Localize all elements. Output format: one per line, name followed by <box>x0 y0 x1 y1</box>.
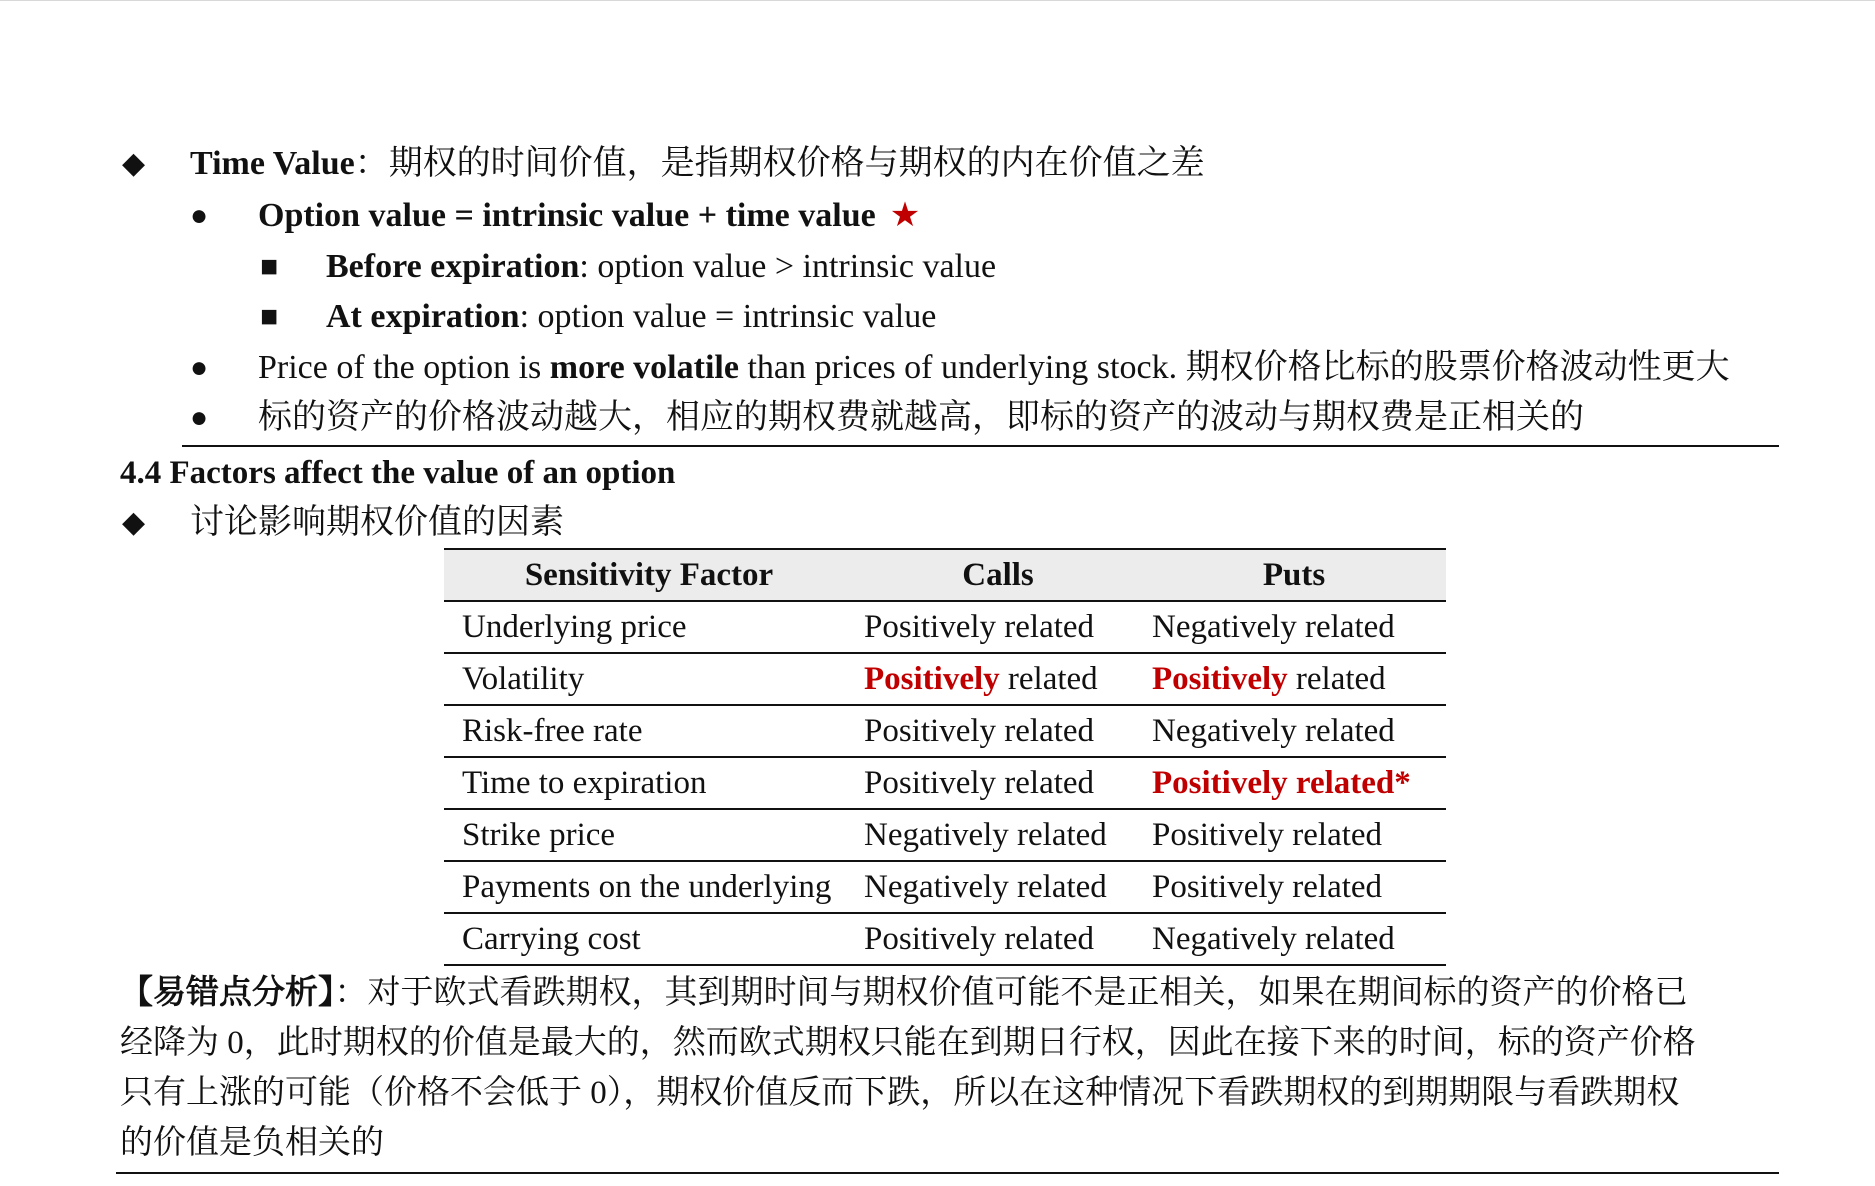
bottom-divider <box>116 1172 1779 1174</box>
at-expiration-term: At expiration <box>326 298 520 335</box>
factor-cell: Risk-free rate <box>444 705 854 757</box>
option-value-formula: Option value = intrinsic value + time value <box>258 197 876 234</box>
at-expiration-text: : option value = intrinsic value <box>519 298 937 335</box>
time-value-term: Time Value <box>190 145 355 182</box>
underlying-volatility-note: 标的资产的价格波动越大，相应的期权费就越高，即标的资产的波动与期权费是正相关的 <box>258 399 1584 436</box>
star-icon: ★ <box>889 197 921 234</box>
at-expiration-line <box>326 297 936 337</box>
price-volatility-text-c: than prices of underlying stock. 期权价格比标的股票价格波动性更大 <box>738 349 1730 386</box>
section-heading: 4.4 Factors affect the value of an option <box>120 455 676 491</box>
analysis-label: 【易错点分析】 <box>120 975 335 1011</box>
calls-cell: Positively related <box>854 757 1142 809</box>
section-bullet-text: 讨论影响期权价值的因素 <box>190 504 564 541</box>
page-top-border <box>0 0 1875 1</box>
header-sensitivity-factor: Sensitivity Factor <box>444 549 854 601</box>
factor-cell: Volatility <box>444 653 854 705</box>
puts-cell: Negatively related <box>1142 705 1446 757</box>
table-row <box>444 653 1446 705</box>
option-value-formula-line <box>258 196 920 236</box>
puts-emphasis: Positively <box>1152 660 1288 697</box>
puts-emphasis: Positively related* <box>1152 764 1411 801</box>
table-row <box>444 861 1446 913</box>
table-row <box>444 601 1446 653</box>
table-header-row <box>444 549 1446 601</box>
calls-cell: Negatively related <box>854 809 1142 861</box>
price-volatility-text-a: Price of the option is <box>258 349 550 386</box>
calls-cell: Positively related <box>854 705 1142 757</box>
factor-cell: Carrying cost <box>444 913 854 965</box>
before-expiration-term: Before expiration <box>326 248 580 285</box>
table-row <box>444 757 1446 809</box>
puts-cell: Negatively related <box>1142 601 1446 653</box>
calls-emphasis: Positively <box>864 660 1000 697</box>
factor-cell: Strike price <box>444 809 854 861</box>
puts-cell: Negatively related <box>1142 913 1446 965</box>
time-value-line <box>190 144 1205 184</box>
circle-bullet-icon: ● <box>190 199 209 232</box>
price-volatility-emphasis: more volatile <box>549 349 739 386</box>
calls-cell: Negatively related <box>854 861 1142 913</box>
factor-cell: Time to expiration <box>444 757 854 809</box>
diamond-bullet-icon: ◆ <box>122 147 146 180</box>
puts-rest: related <box>1287 660 1386 697</box>
circle-bullet-icon: ● <box>190 401 209 434</box>
analysis-line-1 <box>120 968 1760 1018</box>
analysis-line-1-text: ：对于欧式看跌期权，其到期时间与期权价值可能不是正相关，如果在期间标的资产的价格已 <box>334 975 1688 1011</box>
analysis-line-3: 只有上涨的可能（价格不会低于 0），期权价值反而下跌，所以在这种情况下看跌期权的到期期限与看跌期权 <box>120 1075 1680 1111</box>
diamond-bullet-icon: ◆ <box>122 506 146 539</box>
puts-cell: Positively related <box>1142 809 1446 861</box>
header-puts: Puts <box>1142 549 1446 601</box>
factor-cell: Underlying price <box>444 601 854 653</box>
calls-rest: related <box>999 660 1098 697</box>
price-volatility-line <box>258 348 1730 388</box>
error-analysis-paragraph <box>120 968 1760 1168</box>
sensitivity-factor-table <box>444 548 1446 966</box>
analysis-line-4: 的价值是负相关的 <box>120 1125 384 1161</box>
calls-cell: Positively related <box>854 601 1142 653</box>
factor-cell: Payments on the underlying <box>444 861 854 913</box>
puts-cell: Positively related <box>1142 861 1446 913</box>
calls-cell: Positively related <box>854 913 1142 965</box>
puts-cell <box>1142 653 1446 705</box>
section-divider <box>182 445 1779 447</box>
square-bullet-icon: ■ <box>260 300 279 333</box>
circle-bullet-icon: ● <box>190 351 209 384</box>
table-row <box>444 913 1446 965</box>
before-expiration-text: : option value > intrinsic value <box>579 248 997 285</box>
header-calls: Calls <box>854 549 1142 601</box>
analysis-line-2: 经降为 0，此时期权的价值是最大的，然而欧式期权只能在到期日行权，因此在接下来的时间，标的资产价格 <box>120 1025 1696 1061</box>
time-value-description: 期权的时间价值，是指期权价格与期权的内在价值之差 <box>388 145 1205 182</box>
before-expiration-line <box>326 247 996 287</box>
table-row <box>444 705 1446 757</box>
puts-cell <box>1142 757 1446 809</box>
time-value-colon: ： <box>354 145 389 182</box>
table-row <box>444 809 1446 861</box>
square-bullet-icon: ■ <box>260 250 279 283</box>
calls-cell <box>854 653 1142 705</box>
